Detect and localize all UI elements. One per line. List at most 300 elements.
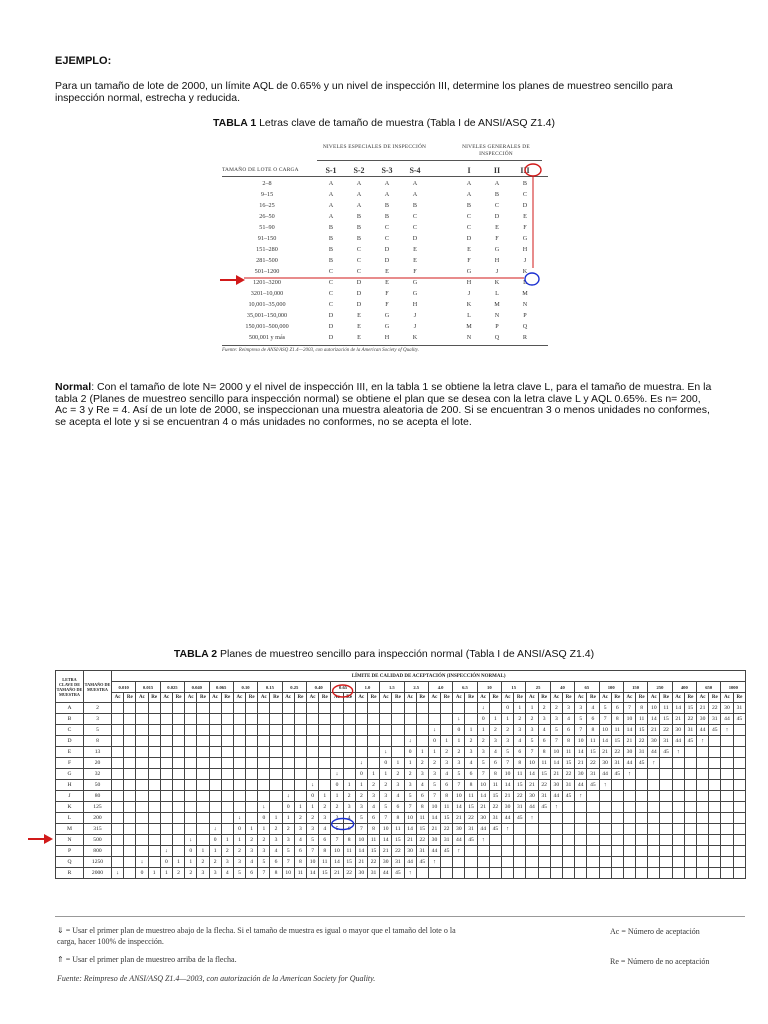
code-letter-cell: B	[384, 213, 390, 220]
re-cell: 15	[343, 857, 355, 868]
ac-header: Ac	[258, 693, 270, 703]
aql-header: 0.015	[136, 682, 160, 693]
code-letter-cell: C	[328, 301, 334, 308]
re-cell: 3	[562, 703, 574, 714]
letter-cell: F	[56, 758, 84, 769]
level-header: S-1	[325, 166, 337, 175]
ac-cell: 5	[233, 868, 245, 879]
ac-cell: ↑	[623, 769, 635, 780]
code-letter-cell: B	[356, 235, 362, 242]
size-cell: 125	[84, 802, 112, 813]
aql-header: 150	[623, 682, 647, 693]
ac-cell: 10	[453, 791, 465, 802]
ac-cell: ↑	[575, 791, 587, 802]
aql-header: 1000	[721, 682, 746, 693]
re-cell: 31	[441, 835, 453, 846]
re-cell: 4	[416, 780, 428, 791]
ac-cell: 10	[526, 758, 538, 769]
code-letter-cell: K	[466, 301, 472, 308]
letter-cell: H	[56, 780, 84, 791]
aql-header: 40	[550, 682, 574, 693]
ac-cell: 44	[672, 736, 684, 747]
ac-cell: ↑	[477, 835, 489, 846]
ac-cell: 3	[550, 714, 562, 725]
re-cell: 3	[416, 769, 428, 780]
re-cell: 2	[221, 846, 233, 857]
code-letter-cell: C	[494, 202, 500, 209]
ac-cell: 3	[331, 813, 343, 824]
ac-cell: 14	[575, 747, 587, 758]
size-cell: 2	[84, 703, 112, 714]
re-cell: 8	[367, 824, 379, 835]
re-cell: 22	[367, 857, 379, 868]
ac-cell: 5	[526, 736, 538, 747]
level-header: II	[493, 166, 501, 175]
ac-cell: ↑	[697, 736, 709, 747]
ac-cell: 30	[575, 769, 587, 780]
ac-cell: 2	[380, 780, 392, 791]
size-cell: 8	[84, 736, 112, 747]
ac-cell: 1	[502, 714, 514, 725]
re-cell: 4	[343, 813, 355, 824]
ac-cell: ↓	[258, 802, 270, 813]
code-letter-cell: B	[412, 202, 418, 209]
table2-source	[57, 974, 375, 983]
re-header: Re	[367, 693, 379, 703]
letter-cell: J	[56, 791, 84, 802]
re-cell: 3	[441, 758, 453, 769]
code-letter-cell: D	[356, 301, 362, 308]
legend-up	[57, 955, 237, 964]
code-letter-cell: E	[357, 334, 361, 341]
ac-cell: 14	[502, 780, 514, 791]
code-letter-cell: B	[356, 224, 362, 231]
re-cell: 3	[392, 780, 404, 791]
ac-cell: 10	[282, 868, 294, 879]
re-cell: 1	[392, 758, 404, 769]
code-letter-cell: B	[466, 202, 472, 209]
re-cell: 15	[611, 736, 623, 747]
ac-cell: 2	[404, 769, 416, 780]
size-cell: 20	[84, 758, 112, 769]
ac-cell: 3	[282, 835, 294, 846]
re-header: Re	[562, 693, 574, 703]
code-letter-cell: H	[466, 279, 472, 286]
ac-cell: 21	[599, 747, 611, 758]
ac-cell: 44	[697, 725, 709, 736]
ac-header: Ac	[136, 693, 148, 703]
re-header: Re	[636, 693, 648, 703]
aql-header: 0.40	[307, 682, 331, 693]
code-letter-cell: H	[412, 301, 418, 308]
ac-cell: 10	[575, 736, 587, 747]
re-header: Re	[538, 693, 550, 703]
level-header: S-4	[409, 166, 421, 175]
code-letter-cell: K	[494, 279, 500, 286]
ac-cell: 21	[453, 813, 465, 824]
size-cell: 315	[84, 824, 112, 835]
ac-cell: 10	[502, 769, 514, 780]
ac-cell: ↓	[307, 780, 319, 791]
table1-caption-label: TABLA 1	[213, 117, 257, 129]
ac-cell: 21	[550, 769, 562, 780]
re-cell: 22	[441, 824, 453, 835]
ac-cell: 5	[575, 714, 587, 725]
re-cell: 8	[392, 813, 404, 824]
re-cell: 3	[221, 857, 233, 868]
code-letter-cell: R	[522, 334, 528, 341]
level-iii-circle	[525, 164, 541, 176]
re-cell: 31	[660, 736, 672, 747]
re-header: Re	[270, 693, 282, 703]
ac-cell: ↑	[721, 725, 733, 736]
ac-cell: 21	[672, 714, 684, 725]
code-letter-cell: D	[356, 290, 362, 297]
ac-cell: 7	[380, 813, 392, 824]
ac-cell: 44	[550, 791, 562, 802]
re-header: Re	[465, 693, 477, 703]
code-letter-cell: B	[384, 202, 390, 209]
letter-cell: C	[56, 725, 84, 736]
ac-cell: 44	[453, 835, 465, 846]
code-letter-cell: G	[384, 312, 390, 319]
ac-cell: 2	[526, 714, 538, 725]
code-letter-cell: A	[494, 180, 500, 187]
re-header: Re	[172, 693, 184, 703]
ac-cell: 1	[258, 824, 270, 835]
ac-cell: 2	[209, 857, 221, 868]
ac-header: Ac	[209, 693, 221, 703]
ac-cell: 44	[502, 813, 514, 824]
re-cell: 2	[246, 835, 258, 846]
aql-header: 10	[477, 682, 501, 693]
ac-header: Ac	[428, 693, 440, 703]
table2-caption-text: Planes de muestreo sencillo para inspección normal (Tabla I de ANSI/ASQ Z1.4)	[217, 648, 595, 660]
re-header: Re	[684, 693, 696, 703]
re-cell: 1	[465, 725, 477, 736]
re-cell: 8	[270, 868, 282, 879]
re-cell: 3	[294, 824, 306, 835]
letter-cell: P	[56, 846, 84, 857]
lot-size-cell: 500,001 y más	[248, 334, 286, 341]
ac-cell: 14	[380, 835, 392, 846]
re-cell: 31	[465, 824, 477, 835]
ac-cell: 30	[623, 747, 635, 758]
re-cell: 6	[562, 725, 574, 736]
ac-header: Ac	[355, 693, 367, 703]
ac-cell: 7	[258, 868, 270, 879]
legend-divider	[55, 916, 745, 917]
re-header: Re	[124, 693, 136, 703]
size-cell: 13	[84, 747, 112, 758]
ac-cell: 14	[648, 714, 660, 725]
aql-065-circle	[333, 685, 353, 697]
table1-caption-text: Letras clave de tamaño de muestra (Tabla I de ANSI/ASQ Z1.4)	[256, 117, 555, 129]
ac-cell: ↑	[502, 824, 514, 835]
lot-size-cell: 26–50	[259, 213, 275, 220]
code-letter-cell: F	[495, 235, 499, 242]
re-header: Re	[148, 693, 160, 703]
ac-cell: ↓	[282, 791, 294, 802]
re-cell: 2	[343, 791, 355, 802]
re-cell: 45	[684, 736, 696, 747]
ac-cell: 5	[404, 791, 416, 802]
ac-cell: 0	[331, 780, 343, 791]
re-cell: 22	[416, 835, 428, 846]
code-letter-cell: N	[466, 334, 472, 341]
code-letter-cell: C	[466, 213, 472, 220]
table1	[222, 140, 548, 360]
ac-cell: ↑	[404, 868, 416, 879]
ac-cell: 3	[575, 703, 587, 714]
re-cell: 15	[367, 846, 379, 857]
ac-cell: 44	[526, 802, 538, 813]
ac-cell: 2	[428, 758, 440, 769]
code-letter-cell: A	[412, 191, 418, 198]
re-cell: 11	[514, 769, 526, 780]
ac-cell: ↑	[648, 758, 660, 769]
ac-cell: 1	[453, 736, 465, 747]
size-cell: 80	[84, 791, 112, 802]
re-cell: 11	[489, 780, 501, 791]
re-cell: 8	[538, 747, 550, 758]
lot-size-cell: 1201–3200	[253, 279, 281, 286]
lot-size-cell: 9–15	[260, 191, 274, 198]
size-cell: 50	[84, 780, 112, 791]
aql-header: 0.065	[209, 682, 233, 693]
ac-cell: 21	[526, 780, 538, 791]
re-cell: 15	[587, 747, 599, 758]
re-cell: 2	[319, 802, 331, 813]
code-letter-cell: C	[356, 268, 362, 275]
re-cell: 8	[441, 791, 453, 802]
re-cell: 11	[416, 813, 428, 824]
ac-cell: 1	[526, 703, 538, 714]
re-cell: 1	[270, 813, 282, 824]
aql-header: 400	[672, 682, 696, 693]
ac-cell: 3	[502, 736, 514, 747]
re-cell: 1	[319, 791, 331, 802]
re-cell: 1	[294, 802, 306, 813]
letter-cell: Q	[56, 857, 84, 868]
re-header: Re	[611, 693, 623, 703]
re-cell: 45	[611, 769, 623, 780]
letter-cell: L	[56, 813, 84, 824]
ac-cell: 5	[599, 703, 611, 714]
aql-header: 0.25	[282, 682, 306, 693]
ac-header: Ac	[160, 693, 172, 703]
code-letter-cell: A	[328, 202, 334, 209]
ac-cell: 2	[185, 868, 197, 879]
re-cell: 3	[489, 736, 501, 747]
re-cell: 15	[416, 824, 428, 835]
re-cell: 4	[441, 769, 453, 780]
ac-cell: 21	[477, 802, 489, 813]
plan-l-circle	[332, 819, 354, 830]
lot-size-cell: 91–150	[257, 235, 277, 242]
code-letter-cell: A	[328, 180, 334, 187]
legend-up-text: = Usar el primer plan de muestreo arriba de la flecha.	[65, 955, 237, 964]
code-letter-cell: G	[466, 268, 472, 275]
ac-cell: 1	[428, 747, 440, 758]
ac-cell: ↓	[233, 813, 245, 824]
re-cell: 22	[611, 747, 623, 758]
re-header: Re	[441, 693, 453, 703]
ac-cell: 1	[282, 813, 294, 824]
code-letter-cell: E	[385, 279, 389, 286]
ac-cell: ↓	[185, 835, 197, 846]
re-cell: 8	[562, 736, 574, 747]
re-cell: 11	[441, 802, 453, 813]
code-letter-cell: J	[495, 268, 499, 275]
re-cell: 15	[489, 791, 501, 802]
re-cell: 3	[197, 868, 209, 879]
code-letter-cell: B	[328, 224, 334, 231]
ac-cell: 7	[453, 780, 465, 791]
ac-cell: 5	[282, 846, 294, 857]
ac-cell: 7	[575, 725, 587, 736]
re-cell: 4	[221, 868, 233, 879]
re-cell: 31	[684, 725, 696, 736]
re-cell: 6	[246, 868, 258, 879]
ac-cell: 2	[550, 703, 562, 714]
re-cell: 31	[538, 791, 550, 802]
ac-cell: ↑	[672, 747, 684, 758]
code-letter-cell: C	[328, 279, 334, 286]
re-header: Re	[343, 693, 355, 703]
code-letter-cell: A	[356, 191, 362, 198]
re-cell: 6	[343, 824, 355, 835]
re-cell: 15	[636, 725, 648, 736]
ac-cell: 14	[453, 802, 465, 813]
re-cell: 8	[514, 758, 526, 769]
re-cell: 15	[319, 868, 331, 879]
re-cell: 1	[489, 714, 501, 725]
re-cell: 8	[636, 703, 648, 714]
table1-arrow	[218, 273, 246, 287]
aql-header: 0.025	[160, 682, 184, 693]
ac-cell: 14	[550, 758, 562, 769]
re-cell: 31	[709, 714, 721, 725]
letter-cell: B	[56, 714, 84, 725]
ac-cell: 2	[258, 835, 270, 846]
code-letter-cell: J	[523, 257, 527, 264]
code-letter-cell: B	[328, 235, 334, 242]
re-cell: 15	[392, 835, 404, 846]
re-cell: 31	[416, 846, 428, 857]
ac-header: Ac	[477, 693, 489, 703]
re-header: Re	[514, 693, 526, 703]
size-cell: 500	[84, 835, 112, 846]
code-letter-cell: D	[356, 279, 362, 286]
re-cell: 1	[416, 747, 428, 758]
re-cell: 4	[538, 725, 550, 736]
re-cell: 2	[172, 868, 184, 879]
ac-cell: 30	[550, 780, 562, 791]
ac-cell: 10	[623, 714, 635, 725]
re-cell: 11	[611, 725, 623, 736]
re-cell: 22	[660, 725, 672, 736]
size-cell: 32	[84, 769, 112, 780]
code-letter-cell: J	[413, 323, 417, 330]
code-letter-cell: B	[356, 213, 362, 220]
code-letter-cell: G	[522, 235, 528, 242]
ac-header: Ac	[623, 693, 635, 703]
ac-cell: 14	[672, 703, 684, 714]
ac-cell: 7	[623, 703, 635, 714]
code-letter-cell: F	[467, 257, 471, 264]
re-cell: 8	[611, 714, 623, 725]
ac-cell: 30	[477, 813, 489, 824]
ac-cell: 5	[550, 725, 562, 736]
re-cell: 8	[319, 846, 331, 857]
re-cell: 4	[562, 714, 574, 725]
re-cell: 31	[489, 813, 501, 824]
re-cell: 1	[246, 824, 258, 835]
code-letter-cell: E	[357, 323, 361, 330]
ac-cell: 21	[502, 791, 514, 802]
ac-cell: ↓	[477, 703, 489, 714]
ac-cell: 21	[404, 835, 416, 846]
ac-cell: 14	[307, 868, 319, 879]
ac-cell: 30	[380, 857, 392, 868]
code-letter-cell: L	[467, 312, 471, 319]
re-cell: 3	[270, 835, 282, 846]
ac-cell: 5	[355, 813, 367, 824]
up-arrow-icon: ⇑	[57, 955, 64, 964]
aql-header: 250	[648, 682, 672, 693]
level-header: I	[467, 166, 471, 175]
lot-size-header: TAMAÑO DE LOTE O CARGA	[222, 167, 299, 173]
ac-cell: 7	[599, 714, 611, 725]
ac-cell: 10	[648, 703, 660, 714]
ac-cell: 14	[526, 769, 538, 780]
code-letter-cell: D	[328, 323, 334, 330]
ac-cell: 44	[721, 714, 733, 725]
re-cell: 45	[465, 835, 477, 846]
ac-cell: 2	[282, 824, 294, 835]
re-cell: 11	[392, 824, 404, 835]
re-cell: 15	[441, 813, 453, 824]
ac-cell: 3	[233, 857, 245, 868]
re-cell: 1	[148, 868, 160, 879]
ac-cell: 30	[355, 868, 367, 879]
down-arrow-icon: ⇓	[57, 926, 64, 935]
aql-header: 1.5	[380, 682, 404, 693]
ac-cell: 30	[526, 791, 538, 802]
re-cell: 45	[416, 857, 428, 868]
legend-down-text: = Usar el primer plan de muestreo abajo de la flecha. Si el tamaño de muestra es igual o mayor que el tamaño del lote o la carga, hacer 100% de inspección.	[57, 926, 456, 946]
ac-cell: 7	[307, 846, 319, 857]
letter-column-header: LETRA CLAVE DE TAMAÑO DE MUESTRA	[56, 671, 84, 703]
re-cell: 22	[392, 846, 404, 857]
ac-cell: 5	[258, 857, 270, 868]
re-cell: 45	[733, 714, 746, 725]
ac-cell: 1	[331, 791, 343, 802]
ac-cell: ↓	[428, 725, 440, 736]
ac-cell: 3	[526, 725, 538, 736]
re-header: Re	[294, 693, 306, 703]
code-letter-cell: C	[328, 290, 334, 297]
ac-cell: 21	[697, 703, 709, 714]
re-cell: 11	[367, 835, 379, 846]
code-letter-cell: C	[384, 235, 390, 242]
re-cell: 31	[636, 747, 648, 758]
lot-size-cell: 501–1200	[254, 268, 280, 275]
ac-cell: 5	[307, 835, 319, 846]
ac-header: Ac	[380, 693, 392, 703]
code-letter-cell: M	[494, 301, 500, 308]
